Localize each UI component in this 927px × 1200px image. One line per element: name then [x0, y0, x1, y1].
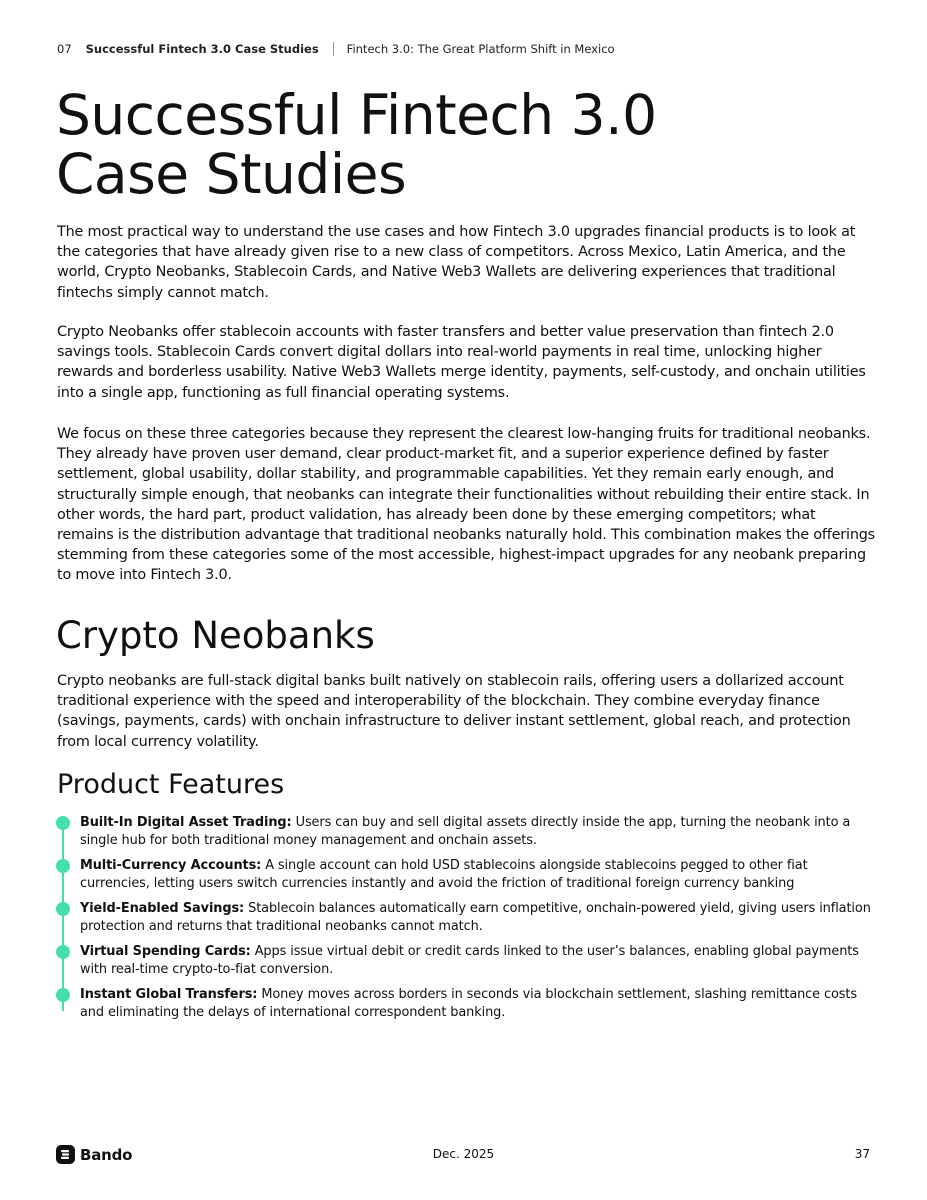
- publication-date: Dec. 2025: [432, 1147, 495, 1161]
- feature-item: [56, 943, 876, 979]
- bullet-dot-icon: [56, 816, 70, 830]
- feature-item: [56, 986, 876, 1022]
- feature-label: Built-In Digital Asset Trading:: [80, 815, 292, 830]
- page-title-line1: Successful Fintech 3.0: [56, 83, 657, 147]
- intro-paragraph-1: The most practical way to understand the use cases and how Fintech 3.0 upgrades financial products is to look at the categories that have already given rise to a new class of competitors. Across Mexico, Latin America, and the world, Crypto Neobanks, Stablecoin Cards, and Native Web3 Wallets are delivering experiences that traditional fintechs simply cannot match.: [57, 224, 856, 301]
- feature-item: [56, 857, 876, 893]
- bullet-dot-icon: [56, 902, 70, 916]
- running-header: [57, 42, 615, 56]
- feature-text: Apps issue virtual debit or credit cards linked to the user’s balances, enabling global payments with real-time crypto-to-fiat conversion.: [80, 944, 859, 977]
- feature-text: Stablecoin balances automatically earn competitive, onchain-powered yield, giving users inflation protection and returns that traditional neobanks cannot match.: [80, 901, 871, 934]
- feature-text: Money moves across borders in seconds via blockchain settlement, slashing remittance costs and eliminating the delays of international correspondent banking.: [80, 987, 857, 1020]
- intro-paragraph-3: We focus on these three categories because they represent the clearest low-hanging fruits for traditional neobanks. They already have proven user demand, clear product-market fit, and a superior experience defined by faster settlement, global usability, dollar stability, and programmable capabilities. Yet they remain early enough, and structurally simple enough, that neobanks can integrate their functionalities without rebuilding their entire stack. In other words, the hard part, product validation, has already been done by these emerging competitors; what remains is the distribution advantage that traditional neobanks naturally hold. This combination makes the offerings stemming from these categories some of the most accessible, highest-impact upgrades for any neobank preparing to move into Fintech 3.0.: [57, 426, 875, 584]
- intro-paragraph-2: Crypto Neobanks offer stablecoin accounts with faster transfers and better value preservation than fintech 2.0 savings tools. Stablecoin Cards convert digital dollars into real-world payments in real time, unlocking higher rewards and borderless usability. Native Web3 Wallets merge identity, payments, self-custody, and onchain utilities into a single app, functioning as full financial operating systems.: [57, 324, 866, 401]
- section-title: Successful Fintech 3.0 Case Studies: [85, 42, 319, 56]
- page-footer: [0, 1145, 927, 1165]
- brand-name: Bando: [80, 1145, 133, 1164]
- bullet-dot-icon: [56, 988, 70, 1002]
- features-list: [56, 814, 876, 1029]
- bullet-dot-icon: [56, 945, 70, 959]
- feature-label: Instant Global Transfers:: [80, 987, 258, 1002]
- section-description: Crypto neobanks are full-stack digital banks built natively on stablecoin rails, offering users a dollarized account traditional experience with the speed and interoperability of the blockchain. They combine everyday finance (savings, payments, cards) with onchain infrastructure to deliver instant settlement, global reach, and protection from local currency volatility.: [57, 673, 851, 750]
- feature-label: Multi-Currency Accounts:: [80, 858, 262, 873]
- page-title: [56, 83, 876, 206]
- feature-text: Users can buy and sell digital assets directly inside the app, turning the neobank into a single hub for both traditional money management and onchain assets.: [80, 815, 851, 848]
- section-heading: Crypto Neobanks: [56, 614, 375, 657]
- features-heading: Product Features: [57, 769, 285, 800]
- header-divider: [333, 42, 334, 56]
- feature-text: A single account can hold USD stablecoins alongside stablecoins pegged to other fiat currencies, letting users switch currencies instantly and avoid the friction of traditional foreign currency banking: [80, 858, 808, 891]
- page-number: 37: [854, 1147, 870, 1161]
- page-title-line2: Case Studies: [56, 142, 407, 206]
- feature-item: [56, 814, 876, 850]
- feature-item: [56, 900, 876, 936]
- chapter-number: 07: [57, 42, 72, 56]
- report-title: Fintech 3.0: The Great Platform Shift in Mexico: [346, 42, 615, 56]
- feature-label: Virtual Spending Cards:: [80, 944, 251, 959]
- bullet-dot-icon: [56, 859, 70, 873]
- feature-label: Yield-Enabled Savings:: [80, 901, 245, 916]
